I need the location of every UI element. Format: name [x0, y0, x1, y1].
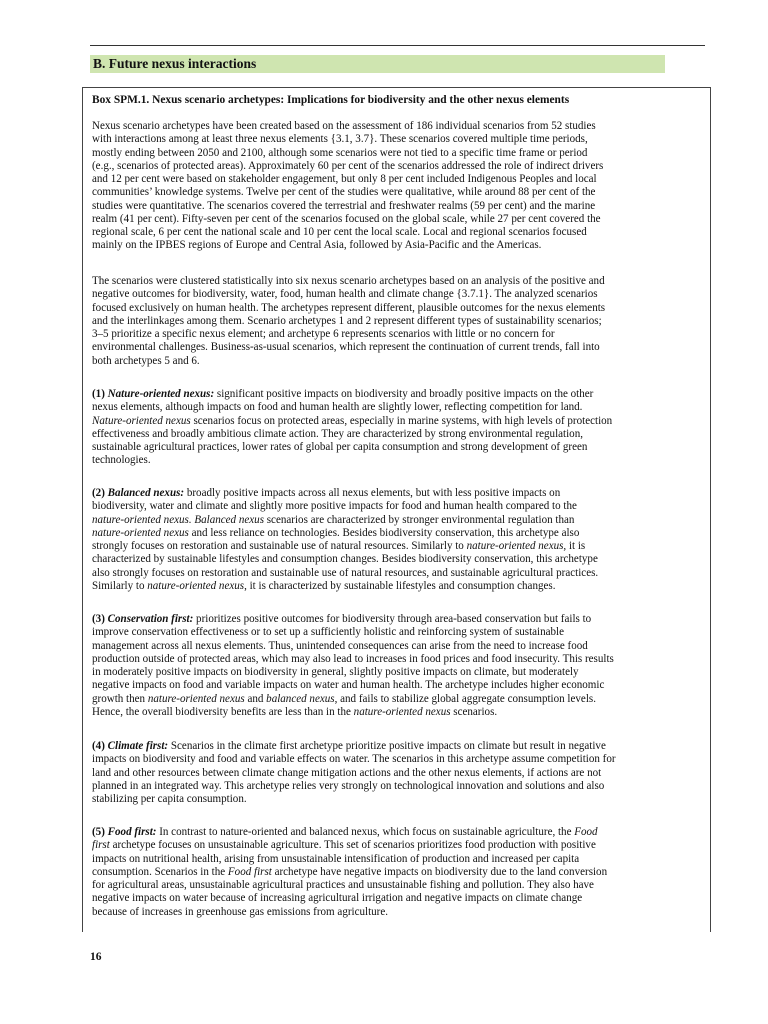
text-run: mainly on the IPBES regions of Europe and Central Asia, followed by Asia-Pacific and the Americas. [92, 239, 542, 252]
text-run: (4) [92, 740, 108, 752]
text-run: archetype focuses on unsustainable agriculture. This set of scenarios prioritizes food production with positive [109, 839, 596, 852]
paragraph-intro-2 [92, 275, 707, 368]
text-line [92, 275, 707, 288]
text-line [92, 839, 707, 852]
text-run: communities’ knowledge systems. Twelve per cent of the studies were qualitative, while around 88 per cent of the [92, 186, 596, 199]
top-rule [90, 45, 705, 46]
text-line [92, 892, 707, 905]
text-line [92, 160, 707, 173]
text-run: significant positive impacts on biodiversity and broadly positive impacts on the other [214, 388, 594, 400]
text-run: nature-oriented nexus [147, 692, 245, 705]
text-line [92, 302, 707, 315]
text-run: focused exclusively on human health. The archetypes represent different, plausible outcomes for the nexus elements [92, 301, 606, 314]
text-run: broadly positive impacts across all nexus elements, but with less positive impacts on [184, 487, 561, 499]
text-run: The scenarios were clustered statistically into six nexus scenario archetypes based on an analysis of the positive and [92, 275, 605, 287]
text-run: effectiveness and broadly ambitious climate action. They are characterized by strong environmental regulation, [92, 427, 583, 440]
text-line [92, 401, 707, 414]
text-line [92, 388, 707, 401]
text-run: Similarly to [92, 579, 148, 592]
text-line [92, 428, 707, 441]
text-run: nature-oriented nexus, [466, 540, 567, 552]
paragraph-archetype-1 [92, 388, 707, 468]
text-line [92, 415, 707, 428]
paragraph-archetype-4 [92, 740, 707, 806]
text-run: production outside of protected areas, which may also lead to increases in food prices and food insecurity. This results [92, 652, 614, 665]
box-title: Box SPM.1. Nexus scenario archetypes: Implications for biodiversity and the other nexus elements [92, 94, 570, 106]
text-run: for agricultural areas, unsustainable agricultural practices and unsustainable fishing and pollution. They also have [92, 879, 594, 891]
section-heading: B. Future nexus interactions [90, 55, 665, 73]
text-run: nexus elements, although impacts on food and human health are slightly lower, reflecting competition for land. [92, 401, 583, 414]
text-run: stabilizing per capita consumption. [92, 793, 247, 805]
text-line [92, 288, 707, 301]
text-run: Balanced nexus: [107, 487, 185, 499]
text-run: Hence, the overall biodiversity benefits are less than in the [92, 705, 354, 718]
text-line [92, 906, 707, 919]
text-run: scenarios. [450, 705, 498, 718]
text-run: (3) [92, 613, 108, 625]
text-run: growth then [92, 692, 148, 705]
text-run: and 12 per cent were based on stakeholder engagement, but only 8 per cent included Indigenous Peoples and local [92, 173, 597, 185]
text-line [92, 328, 707, 341]
text-line [92, 780, 707, 793]
paragraph-archetype-2 [92, 487, 707, 593]
text-run: biodiversity, water and climate and slightly more positive impacts for food and human health compared to the [92, 500, 577, 513]
text-run: and [244, 692, 267, 705]
text-run: regional scale, 6 per cent the national scale and 10 per cent the local scale. Local and regional scenarios focused [92, 226, 587, 238]
text-line [92, 147, 707, 160]
text-line [92, 679, 707, 692]
paragraph-archetype-5 [92, 826, 707, 919]
text-run: impacts on biodiversity and food and variable effects on water. The scenarios in this archetype assume competition for [92, 753, 616, 766]
text-run: archetype have negative impacts on biodiversity due to the land conversion [271, 865, 608, 878]
text-line [92, 355, 707, 368]
text-run: planned in an integrated way. This archetype relies very strongly on technological innovation and solutions and also [92, 779, 605, 792]
text-line [92, 626, 707, 639]
text-run: 3–5 prioritize a specific nexus element; and archetype 6 represents scenarios with little or no concern for [92, 328, 555, 340]
text-run: because of increases in greenhouse gas emissions from agriculture. [92, 905, 389, 918]
text-run: (e.g., scenarios of protected areas). Approximately 60 per cent of the scenarios addressed the role of indirect drivers [92, 159, 604, 172]
text-run: mostly ending between 2050 and 2100, although some scenarios were not tied to a specific time frame or period [92, 146, 588, 159]
paragraph-archetype-3 [92, 613, 707, 719]
text-run: Scenarios in the climate first archetype prioritize positive impacts on climate but result in negative [168, 740, 606, 752]
text-run: management across all nexus elements. Thus, unintended consequences can arise from the need to increase food [92, 639, 588, 652]
text-run: in moderately positive impacts on biodiversity in general, slightly positive impacts on climate, but moderately [92, 666, 579, 678]
text-run: , it is characterized by sustainable lifestyles and consumption changes. [244, 579, 556, 592]
text-run: negative impacts on food and variable impacts on water and human health. The archetype includes higher economic [92, 679, 605, 692]
text-run: with interactions among at least three nexus elements {3.1, 3.7}. These scenarios covered multiple time periods, [92, 133, 588, 146]
box-spm1 [82, 87, 711, 932]
text-run: improve conservation effectiveness or to set up a sufficiently holistic and reinforcing system of sustainable [92, 626, 565, 639]
text-line [92, 793, 707, 806]
text-line [92, 186, 707, 199]
text-line [92, 866, 707, 879]
text-run: (2) [92, 487, 108, 499]
text-line [92, 514, 707, 527]
text-line [92, 454, 707, 467]
text-run: sustainable agricultural practices, lower rates of global per capita consumption and strong development of green [92, 441, 588, 453]
text-line [92, 693, 707, 706]
text-run: first [92, 839, 110, 852]
text-line [92, 567, 707, 580]
text-line [92, 315, 707, 328]
text-run: technologies. [92, 454, 151, 467]
text-line [92, 226, 707, 239]
text-run: Food first: [107, 826, 157, 838]
text-line [92, 640, 707, 653]
text-run: characterized by sustainable lifestyles and consumption changes. Besides biodiversity conservation, this archetype [92, 553, 598, 566]
text-run: nature-oriented nexus [353, 705, 451, 718]
text-line [92, 826, 707, 839]
text-run: Climate first: [107, 740, 169, 752]
text-run: scenarios are characterized by stronger environmental regulation than [264, 513, 575, 526]
text-run: , and fails to stabilize global aggregate consumption levels. [334, 692, 596, 705]
text-line [92, 553, 707, 566]
text-line [92, 706, 707, 719]
text-run: environmental challenges. Business-as-usual scenarios, which represent the continuation of current trends, fall into [92, 341, 600, 354]
text-run: Nexus scenario archetypes have been created based on the assessment of 186 individual scenarios from 52 studies [92, 120, 596, 132]
text-line [92, 133, 707, 146]
text-line [92, 853, 707, 866]
text-line [92, 753, 707, 766]
text-line [92, 200, 707, 213]
text-run: land and other resources between climate change mitigation actions and the other nexus elements, if actions are not [92, 766, 602, 779]
text-run: realm (41 per cent). Fifty-seven per cent of the scenarios focused on the global scale, while 27 per cent covered the [92, 212, 601, 225]
text-line [92, 580, 707, 593]
text-line [92, 213, 707, 226]
text-run: Conservation first: [107, 613, 194, 625]
text-run: nature-oriented nexus [147, 579, 245, 592]
text-line [92, 441, 707, 454]
text-run: negative impacts on water because of increasing agricultural irrigation and negative impacts on climate change [92, 892, 583, 905]
text-run: impacts on nutritional health, arising from unsustainable intensification of production and increased per capita [92, 852, 580, 865]
text-line [92, 527, 707, 540]
text-run: balanced nexus [266, 692, 335, 705]
text-run: consumption. Scenarios in the [92, 865, 228, 878]
text-run: In contrast to nature-oriented and balanced nexus, which focus on sustainable agriculture, the [156, 826, 575, 838]
text-run: both archetypes 5 and 6. [92, 354, 200, 367]
text-run: scenarios focus on protected areas, especially in marine systems, with high levels of protection [190, 414, 613, 427]
text-run: and less reliance on technologies. Besides biodiversity conservation, this archetype also [188, 526, 580, 539]
text-line [92, 740, 707, 753]
text-run: negative outcomes for biodiversity, water, food, human health and climate change {3.7.1}. The analyzed scenarios [92, 288, 598, 301]
text-line [92, 879, 707, 892]
text-run: strongly focuses on restoration and sustainable use of natural resources. Similarly to [92, 540, 467, 552]
text-line [92, 767, 707, 780]
text-line [92, 487, 707, 500]
text-line [92, 173, 707, 186]
page-number: 16 [90, 951, 102, 963]
text-run: it is [566, 540, 586, 552]
text-line [92, 239, 707, 252]
text-run: also strongly focuses on restoration and sustainable use of natural resources, and sustainable agricultural practices. [92, 566, 599, 579]
text-run: (1) [92, 388, 108, 400]
text-run: prioritizes positive outcomes for biodiversity through area-based conservation but fails to [193, 613, 592, 625]
text-line [92, 120, 707, 133]
text-run: Nature-oriented nexus: [107, 388, 215, 400]
text-line [92, 540, 707, 553]
text-line [92, 341, 707, 354]
text-run: nature-oriented nexus [92, 526, 189, 539]
text-line [92, 613, 707, 626]
text-run: and the interlinkages among them. Scenario archetypes 1 and 2 represent different types of sustainability scenarios; [92, 314, 602, 327]
text-line [92, 653, 707, 666]
text-run: Food [574, 826, 598, 838]
text-run: Nature-oriented nexus [92, 414, 191, 427]
text-line [92, 500, 707, 513]
paragraph-intro-1 [92, 120, 707, 253]
text-run: studies were quantitative. The scenarios covered the terrestrial and freshwater realms (59 per cent) and the marine [92, 199, 596, 212]
text-run: (5) [92, 826, 108, 838]
text-line [92, 666, 707, 679]
text-run: Food first [227, 865, 272, 878]
text-run: nature-oriented nexus. Balanced nexus [92, 513, 264, 526]
